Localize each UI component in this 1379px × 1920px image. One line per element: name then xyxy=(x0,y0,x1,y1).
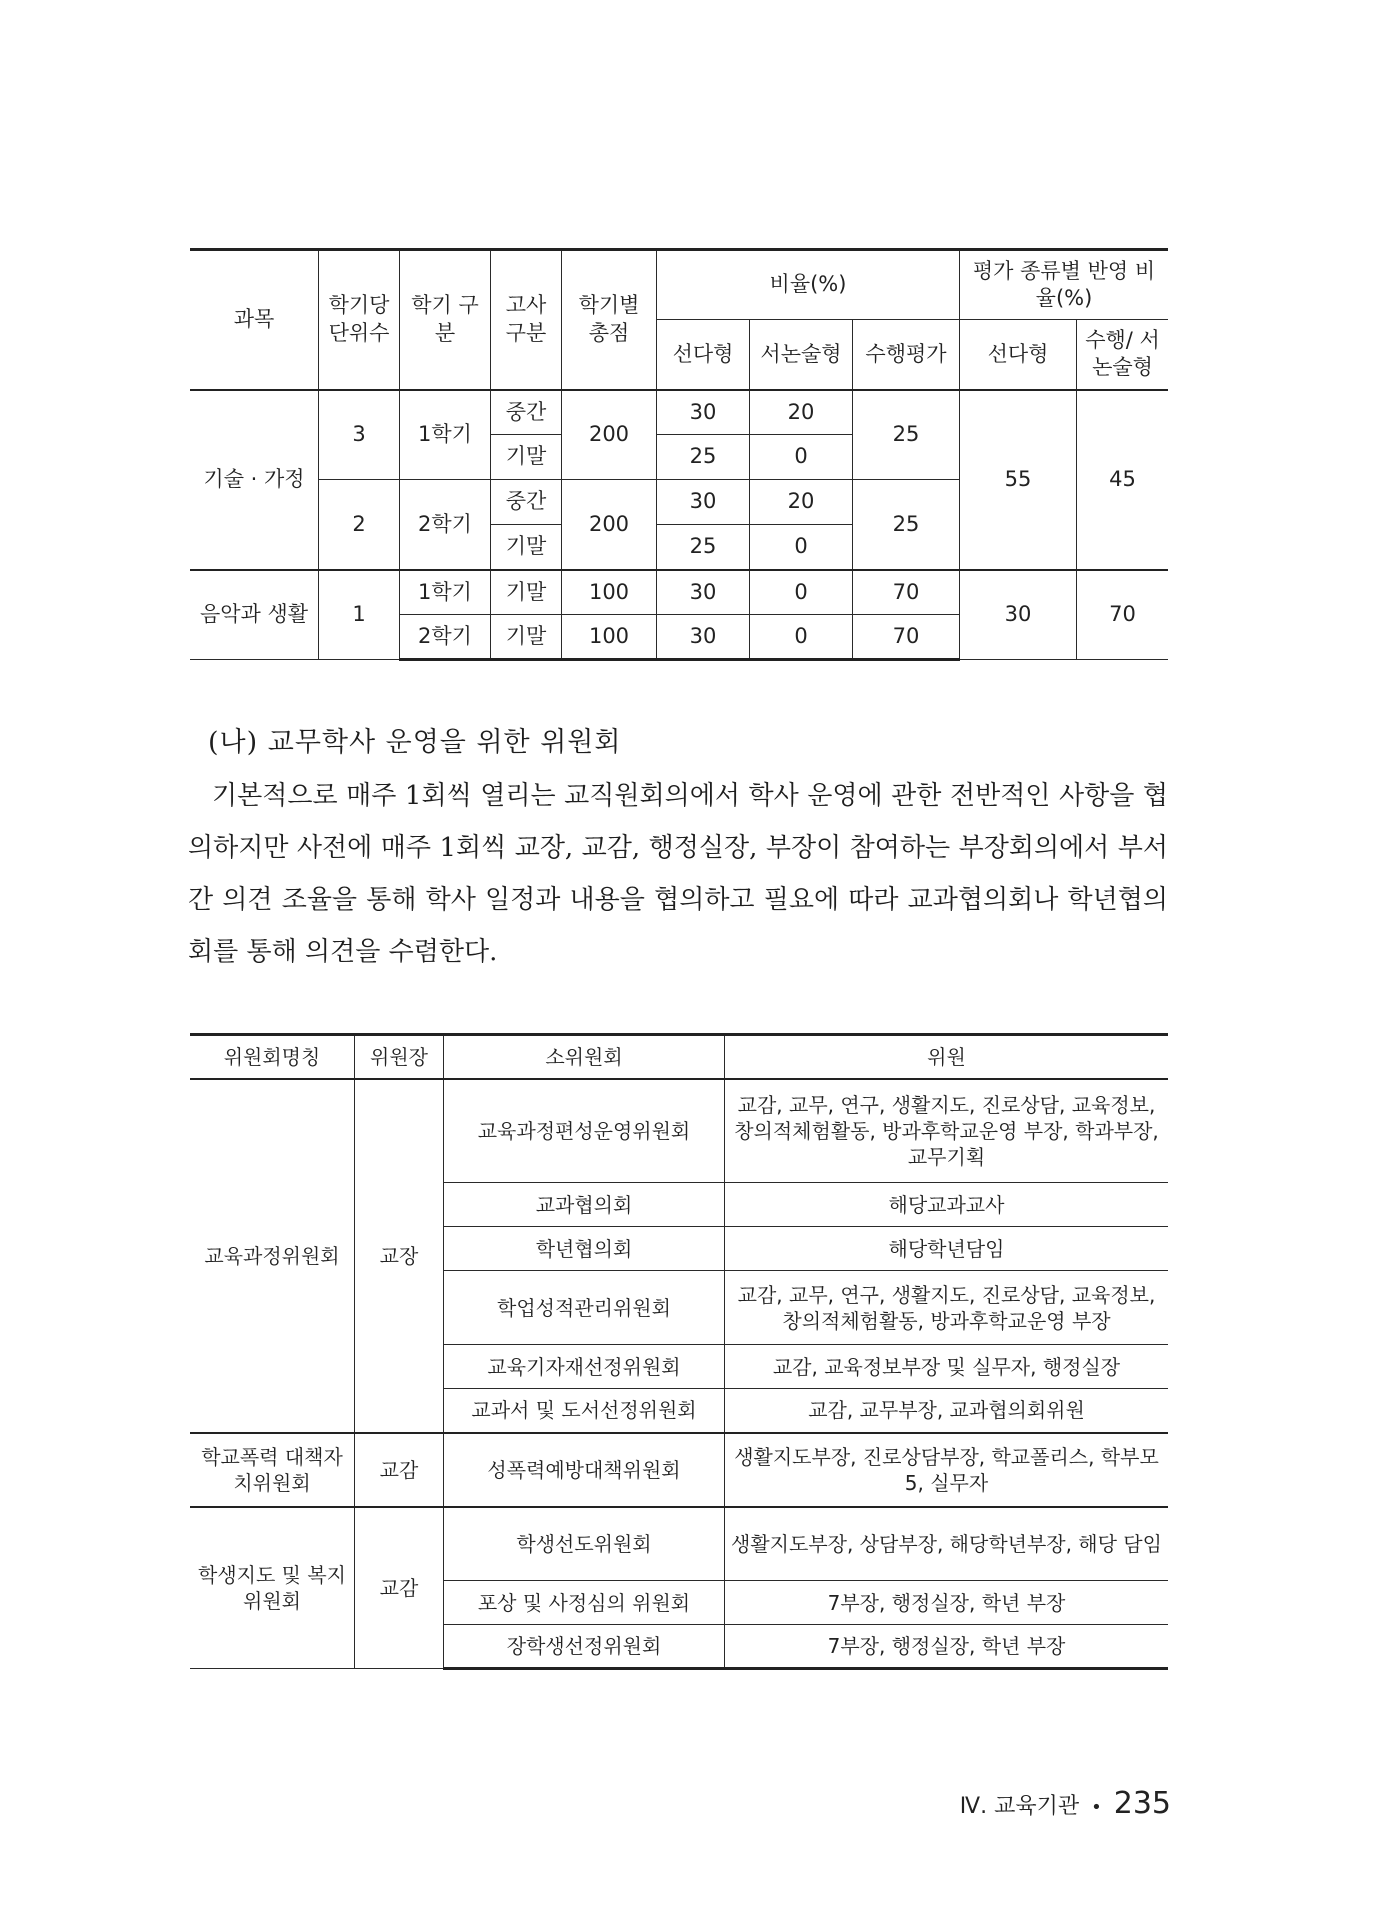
eval-perf-cell: 45 xyxy=(1077,390,1169,570)
members-cell: 생활지도부장, 진로상담부장, 학교폴리스, 학부모5, 실무자 xyxy=(725,1433,1169,1507)
subcommittee-cell: 장학생선정위원회 xyxy=(444,1625,725,1669)
essay-cell: 20 xyxy=(750,390,853,435)
table-row xyxy=(190,570,1168,615)
eval-perf-cell: 70 xyxy=(1077,570,1169,660)
committee-name: 학교폭력 대책자치위원회 xyxy=(190,1433,355,1507)
exam-cell: 기말 xyxy=(491,615,562,660)
exam-cell: 기말 xyxy=(491,435,562,480)
header-exam: 고사 구분 xyxy=(491,250,562,390)
subcommittee-cell: 교과서 및 도서선정위원회 xyxy=(444,1389,725,1433)
header-total: 학기별 총점 xyxy=(562,250,657,390)
perf-cell: 25 xyxy=(853,480,960,570)
essay-cell: 0 xyxy=(750,525,853,570)
header-eval-mc: 선다형 xyxy=(960,320,1077,390)
table-row xyxy=(190,390,1168,435)
members-cell: 교감, 교무부장, 교과협의회위원 xyxy=(725,1389,1169,1433)
section-title: (나) 교무학사 운영을 위한 위원회 xyxy=(208,727,622,758)
total-cell: 100 xyxy=(562,570,657,615)
page-footer xyxy=(960,1786,1171,1821)
total-cell: 100 xyxy=(562,615,657,660)
subcommittee-cell: 교과협의회 xyxy=(444,1183,725,1227)
perf-cell: 25 xyxy=(853,390,960,480)
total-cell: 200 xyxy=(562,480,657,570)
subcommittee-cell: 학생선도위원회 xyxy=(444,1507,725,1581)
mc-cell: 25 xyxy=(657,525,750,570)
header-subcommittee: 소위원회 xyxy=(444,1035,725,1079)
members-cell: 해당교과교사 xyxy=(725,1183,1169,1227)
units-cell: 2 xyxy=(319,480,400,570)
mc-cell: 30 xyxy=(657,570,750,615)
eval-mc-cell: 30 xyxy=(960,570,1077,660)
committee-chair: 교감 xyxy=(355,1507,444,1669)
subcommittee-cell: 학업성적관리위원회 xyxy=(444,1271,725,1345)
section-body: 기본적으로 매주 1회씩 열리는 교직원회의에서 학사 운영에 관한 전반적인 사항을 협의하지만 사전에 매주 1회씩 교장, 교감, 행정실장, 부장이 참여하는 부장회의에서 부서 간 의견 조율을 통해 학사 일정과 내용을 협의하고 필요에 따라 교과협의회나 학년협의회를 통해 의견을 수렴한다. xyxy=(188,781,1168,967)
chapter-label: Ⅳ. 교육기관 xyxy=(959,1794,1080,1819)
subject-cell: 기술 · 가정 xyxy=(190,390,319,570)
header-ratio-essay: 서논술형 xyxy=(750,320,853,390)
subcommittee-cell: 포상 및 사정심의 위원회 xyxy=(444,1581,725,1625)
committee-table xyxy=(190,1033,1168,1670)
evaluation-ratio-table xyxy=(190,248,1168,661)
subcommittee-cell: 교육과정편성운영위원회 xyxy=(444,1079,725,1183)
members-cell: 교감, 교육정보부장 및 실무자, 행정실장 xyxy=(725,1345,1169,1389)
semester-cell: 1학기 xyxy=(400,570,491,615)
table-row xyxy=(190,1507,1168,1581)
members-cell: 교감, 교무, 연구, 생활지도, 진로상담, 교육정보, 창의적체험활동, 방과후학교운영 부장 xyxy=(725,1271,1169,1345)
exam-cell: 중간 xyxy=(491,390,562,435)
footer-bullet: • xyxy=(1091,1797,1102,1818)
perf-cell: 70 xyxy=(853,570,960,615)
exam-cell: 중간 xyxy=(491,480,562,525)
members-cell: 7부장, 행정실장, 학년 부장 xyxy=(725,1625,1169,1669)
semester-cell: 2학기 xyxy=(400,615,491,660)
mc-cell: 25 xyxy=(657,435,750,480)
essay-cell: 0 xyxy=(750,570,853,615)
page-number: 235 xyxy=(1113,1786,1171,1821)
header-ratio-mc: 선다형 xyxy=(657,320,750,390)
header-eval-perf: 수행/ 서논술형 xyxy=(1077,320,1169,390)
semester-cell: 2학기 xyxy=(400,480,491,570)
committee-name: 학생지도 및 복지위원회 xyxy=(190,1507,355,1669)
mc-cell: 30 xyxy=(657,615,750,660)
header-members: 위원 xyxy=(725,1035,1169,1079)
subcommittee-cell: 성폭력예방대책위원회 xyxy=(444,1433,725,1507)
header-eval: 평가 종류별 반영 비율(%) xyxy=(960,250,1169,320)
eval-mc-cell: 55 xyxy=(960,390,1077,570)
members-cell: 해당학년담임 xyxy=(725,1227,1169,1271)
exam-cell: 기말 xyxy=(491,570,562,615)
essay-cell: 0 xyxy=(750,435,853,480)
members-cell: 교감, 교무, 연구, 생활지도, 진로상담, 교육정보, 창의적체험활동, 방과후학교운영 부장, 학과부장, 교무기획 xyxy=(725,1079,1169,1183)
committee-name: 교육과정위원회 xyxy=(190,1079,355,1433)
members-cell: 생활지도부장, 상담부장, 해당학년부장, 해당 담임 xyxy=(725,1507,1169,1581)
committee-chair: 교장 xyxy=(355,1079,444,1433)
header-subject: 과목 xyxy=(190,250,319,390)
table-row xyxy=(190,1079,1168,1183)
table-row xyxy=(190,1433,1168,1507)
essay-cell: 20 xyxy=(750,480,853,525)
perf-cell: 70 xyxy=(853,615,960,660)
members-cell: 7부장, 행정실장, 학년 부장 xyxy=(725,1581,1169,1625)
header-semester: 학기 구분 xyxy=(400,250,491,390)
mc-cell: 30 xyxy=(657,390,750,435)
header-chair: 위원장 xyxy=(355,1035,444,1079)
committee-chair: 교감 xyxy=(355,1433,444,1507)
exam-cell: 기말 xyxy=(491,525,562,570)
essay-cell: 0 xyxy=(750,615,853,660)
header-units: 학기당 단위수 xyxy=(319,250,400,390)
header-ratio: 비율(%) xyxy=(657,250,960,320)
subcommittee-cell: 교육기자재선정위원회 xyxy=(444,1345,725,1389)
mc-cell: 30 xyxy=(657,480,750,525)
subject-cell: 음악과 생활 xyxy=(190,570,319,660)
semester-cell: 1학기 xyxy=(400,390,491,480)
subcommittee-cell: 학년협의회 xyxy=(444,1227,725,1271)
header-committee-name: 위원회명칭 xyxy=(190,1035,355,1079)
units-cell: 3 xyxy=(319,390,400,480)
header-ratio-perf: 수행평가 xyxy=(853,320,960,390)
total-cell: 200 xyxy=(562,390,657,480)
units-cell: 1 xyxy=(319,570,400,660)
